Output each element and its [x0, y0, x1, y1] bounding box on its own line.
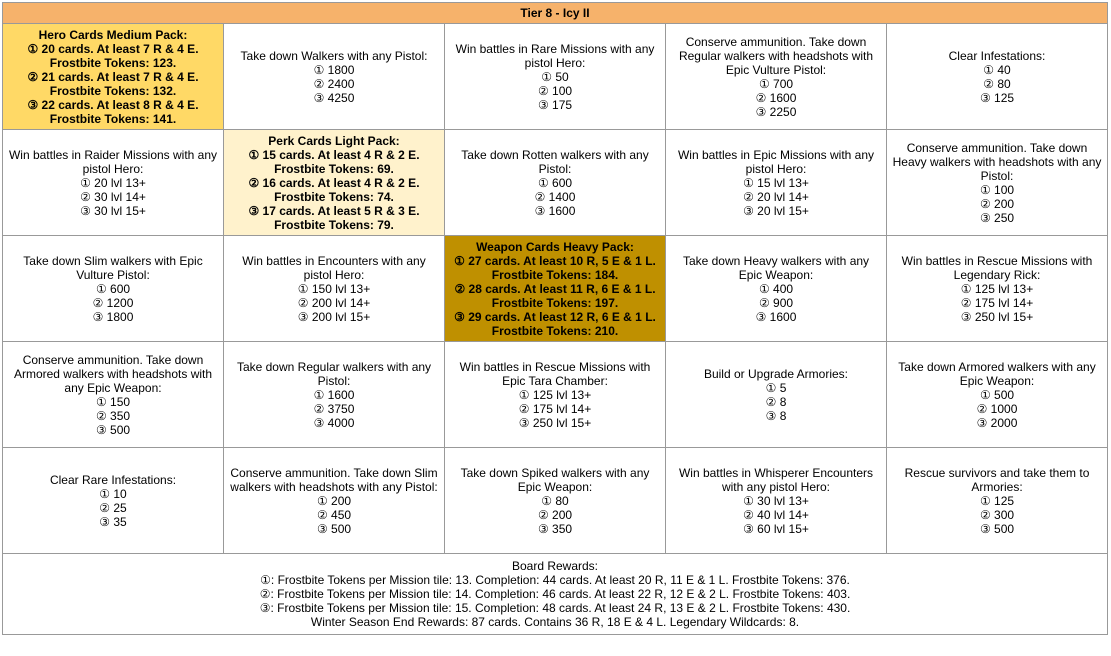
pack-detail: Frostbite Tokens: 184.	[491, 267, 619, 282]
board-rewards-row	[3, 554, 1108, 635]
mission-target-1: ① 1600	[313, 387, 355, 402]
board-row	[3, 130, 1108, 236]
mission-description: Conserve ammunition. Take down Heavy walkers with headshots with any Pistol:	[892, 140, 1102, 183]
pack-detail: Frostbite Tokens: 79.	[274, 217, 394, 232]
board-rewards-line: Winter Season End Rewards: 87 cards. Contains 36 R, 18 E & 4 L. Legendary Wildcards: 8.	[310, 615, 800, 629]
mission-description: Win battles in Rescue Missions with Epic Tara Chamber:	[459, 359, 651, 388]
mission-target-1: ① 5	[765, 380, 787, 395]
mission-target-2: ② 8	[765, 394, 787, 409]
mission-description: Win battles in Raider Missions with any pistol Hero:	[8, 147, 218, 176]
mission-description: Win battles in Rescue Missions with Legendary Rick:	[901, 253, 1093, 282]
mission-description: Build or Upgrade Armories:	[703, 366, 849, 381]
mission-cell	[887, 236, 1108, 342]
board-rewards-line: ①: Frostbite Tokens per Mission tile: 13. Completion: 44 cards. At least 20 R, 11 E & 1 L. Frostbite Tokens: 376.	[260, 573, 850, 587]
pack-title: Perk Cards Light Pack:	[268, 133, 400, 148]
mission-target-2: ② 40 lvl 14+	[743, 507, 809, 522]
mission-target-3: ③ 1800	[92, 309, 134, 324]
mission-target-3: ③ 2000	[976, 415, 1018, 430]
pack-detail: Frostbite Tokens: 74.	[274, 189, 394, 204]
mission-target-3: ③ 350	[537, 521, 573, 536]
mission-description: Take down Walkers with any Pistol:	[240, 48, 428, 63]
pack-weapon-reward-cell	[445, 236, 666, 342]
mission-target-1: ① 500	[979, 387, 1015, 402]
pack-title: Weapon Cards Heavy Pack:	[476, 239, 634, 254]
mission-target-1: ① 80	[541, 493, 569, 508]
mission-cell	[666, 130, 887, 236]
mission-cell	[445, 342, 666, 448]
mission-target-2: ② 30 lvl 14+	[80, 189, 146, 204]
board-title: Tier 8 - Icy II	[3, 3, 1108, 24]
mission-description: Take down Spiked walkers with any Epic Weapon:	[460, 465, 650, 494]
mission-target-2: ② 1600	[755, 90, 797, 105]
mission-cell	[224, 24, 445, 130]
mission-target-2: ② 1400	[534, 189, 576, 204]
mission-target-2: ② 1000	[976, 401, 1018, 416]
mission-target-2: ② 300	[979, 507, 1015, 522]
mission-target-1: ① 200	[316, 493, 352, 508]
pack-hero-reward-cell	[3, 24, 224, 130]
mission-target-1: ① 150 lvl 13+	[297, 281, 371, 296]
mission-target-3: ③ 30 lvl 15+	[80, 203, 146, 218]
pack-detail: Frostbite Tokens: 132.	[49, 83, 177, 98]
mission-target-1: ① 100	[979, 182, 1015, 197]
pack-detail: ③ 17 cards. At least 5 R & 3 E.	[248, 203, 420, 218]
mission-target-1: ① 30 lvl 13+	[743, 493, 809, 508]
pack-detail: ① 27 cards. At least 10 R, 5 E & 1 L.	[454, 253, 656, 268]
mission-description: Conserve ammunition. Take down Armored walkers with headshots with any Epic Weapon:	[13, 352, 213, 395]
mission-target-2: ② 350	[95, 408, 131, 423]
mission-description: Win battles in Epic Missions with any pistol Hero:	[677, 147, 875, 176]
mission-target-1: ① 50	[541, 69, 569, 84]
mission-target-2: ② 20 lvl 14+	[743, 189, 809, 204]
mission-cell	[224, 448, 445, 554]
pack-detail: ② 16 cards. At least 4 R & 2 E.	[248, 175, 420, 190]
pack-detail: Frostbite Tokens: 123.	[49, 55, 177, 70]
mission-target-3: ③ 8	[765, 408, 787, 423]
mission-target-3: ③ 4000	[313, 415, 355, 430]
mission-target-1: ① 400	[758, 281, 794, 296]
mission-target-3: ③ 125	[979, 90, 1015, 105]
mission-description: Conserve ammunition. Take down Regular walkers with headshots with Epic Vulture Pistol:	[678, 34, 874, 77]
mission-cell	[666, 342, 887, 448]
mission-description: Take down Regular walkers with any Pistol:	[236, 359, 432, 388]
mission-cell	[3, 342, 224, 448]
pack-title: Hero Cards Medium Pack:	[38, 27, 188, 42]
pack-detail: ② 21 cards. At least 7 R & 4 E.	[27, 69, 199, 84]
mission-target-2: ② 450	[316, 507, 352, 522]
mission-target-1: ① 15 lvl 13+	[743, 175, 809, 190]
mission-target-3: ③ 2250	[755, 104, 797, 119]
mission-target-1: ① 20 lvl 13+	[80, 175, 146, 190]
mission-target-3: ③ 250 lvl 15+	[518, 415, 592, 430]
mission-target-1: ① 150	[95, 394, 131, 409]
mission-target-3: ③ 200 lvl 15+	[297, 309, 371, 324]
pack-detail: Frostbite Tokens: 197.	[491, 295, 619, 310]
board-row	[3, 236, 1108, 342]
mission-target-3: ③ 4250	[313, 90, 355, 105]
tier-board-table	[2, 2, 1108, 635]
mission-target-3: ③ 20 lvl 15+	[743, 203, 809, 218]
mission-description: Take down Heavy walkers with any Epic Weapon:	[682, 253, 870, 282]
mission-cell	[224, 236, 445, 342]
mission-description: Rescue survivors and take them to Armories:	[904, 465, 1090, 494]
mission-cell	[445, 448, 666, 554]
mission-target-2: ② 200	[537, 507, 573, 522]
mission-target-1: ① 125	[979, 493, 1015, 508]
mission-target-1: ① 600	[537, 175, 573, 190]
mission-cell	[3, 236, 224, 342]
mission-description: Take down Armored walkers with any Epic Weapon:	[898, 359, 1096, 388]
pack-detail: ① 20 cards. At least 7 R & 4 E.	[27, 41, 199, 56]
pack-detail: ① 15 cards. At least 4 R & 2 E.	[248, 147, 420, 162]
mission-target-2: ② 175 lvl 14+	[960, 295, 1034, 310]
mission-cell	[887, 24, 1108, 130]
mission-cell	[666, 448, 887, 554]
pack-detail: Frostbite Tokens: 69.	[274, 161, 394, 176]
pack-detail: ③ 22 cards. At least 8 R & 4 E.	[27, 97, 199, 112]
mission-description: Clear Infestations:	[948, 48, 1046, 63]
mission-cell	[887, 130, 1108, 236]
board-rewards-line: ②: Frostbite Tokens per Mission tile: 14. Completion: 46 cards. At least 22 R, 12 E & 2 L. Frostbite Tokens: 403.	[259, 587, 851, 601]
mission-target-2: ② 200 lvl 14+	[297, 295, 371, 310]
mission-target-1: ① 125 lvl 13+	[518, 387, 592, 402]
mission-cell	[224, 342, 445, 448]
mission-description: Win battles in Whisperer Encounters with any pistol Hero:	[678, 465, 874, 494]
mission-cell	[3, 130, 224, 236]
mission-target-3: ③ 35	[99, 514, 127, 529]
mission-target-2: ② 80	[983, 76, 1011, 91]
mission-target-2: ② 900	[758, 295, 794, 310]
pack-detail: ③ 29 cards. At least 12 R, 6 E & 1 L.	[454, 309, 656, 324]
mission-target-3: ③ 500	[316, 521, 352, 536]
board-rewards-heading: Board Rewards:	[511, 559, 599, 573]
mission-target-3: ③ 60 lvl 15+	[743, 521, 809, 536]
mission-target-1: ① 10	[99, 486, 127, 501]
mission-target-2: ② 200	[979, 196, 1015, 211]
board-rewards-cell	[3, 554, 1108, 635]
pack-detail: Frostbite Tokens: 210.	[491, 323, 619, 338]
mission-target-2: ② 1200	[92, 295, 134, 310]
mission-target-2: ② 3750	[313, 401, 355, 416]
mission-target-3: ③ 175	[537, 97, 573, 112]
pack-perk-reward-cell	[224, 130, 445, 236]
mission-target-3: ③ 500	[979, 521, 1015, 536]
mission-target-3: ③ 1600	[534, 203, 576, 218]
mission-target-2: ② 100	[537, 83, 573, 98]
mission-target-2: ② 25	[99, 500, 127, 515]
mission-target-1: ① 600	[95, 281, 131, 296]
board-row	[3, 342, 1108, 448]
mission-target-1: ① 1800	[313, 62, 355, 77]
board-rewards-line: ③: Frostbite Tokens per Mission tile: 15. Completion: 48 cards. At least 24 R, 13 E & 2 L. Frostbite Tokens: 430.	[259, 601, 851, 615]
mission-description: Conserve ammunition. Take down Slim walkers with headshots with any Pistol:	[230, 465, 438, 494]
mission-cell	[3, 448, 224, 554]
mission-cell	[887, 448, 1108, 554]
mission-target-1: ① 700	[758, 76, 794, 91]
mission-cell	[887, 342, 1108, 448]
pack-detail: ② 28 cards. At least 11 R, 6 E & 1 L.	[454, 281, 656, 296]
board-row	[3, 448, 1108, 554]
mission-target-1: ① 125 lvl 13+	[960, 281, 1034, 296]
mission-cell	[666, 236, 887, 342]
mission-description: Take down Rotten walkers with any Pistol:	[461, 147, 649, 176]
mission-cell	[666, 24, 887, 130]
mission-target-3: ③ 500	[95, 422, 131, 437]
mission-description: Take down Slim walkers with Epic Vulture Pistol:	[23, 253, 203, 282]
pack-detail: Frostbite Tokens: 141.	[49, 111, 177, 126]
mission-cell	[445, 130, 666, 236]
mission-target-1: ① 40	[983, 62, 1011, 77]
mission-cell	[445, 24, 666, 130]
mission-description: Clear Rare Infestations:	[49, 472, 177, 487]
mission-target-3: ③ 250 lvl 15+	[960, 309, 1034, 324]
mission-description: Win battles in Rare Missions with any pistol Hero:	[455, 41, 655, 70]
mission-target-2: ② 2400	[313, 76, 355, 91]
mission-target-3: ③ 250	[979, 210, 1015, 225]
mission-description: Win battles in Encounters with any pistol Hero:	[242, 253, 426, 282]
board-row	[3, 24, 1108, 130]
mission-target-3: ③ 1600	[755, 309, 797, 324]
mission-target-2: ② 175 lvl 14+	[518, 401, 592, 416]
